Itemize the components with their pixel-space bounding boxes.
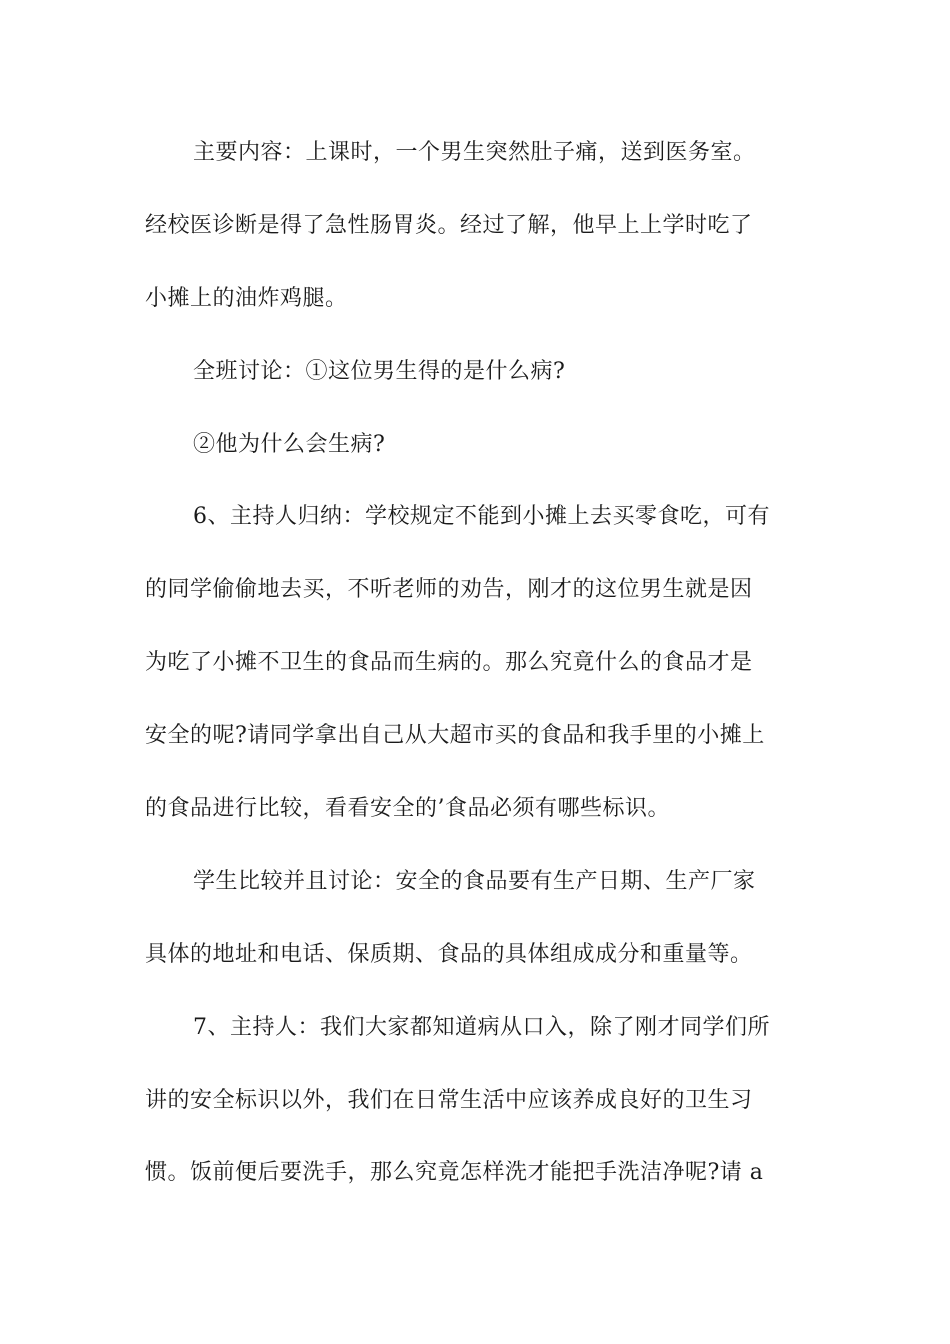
text-line: 主要内容：上课时，一个男生突然肚子痛，送到医务室。: [193, 140, 756, 165]
text-line: 讲的安全标识以外，我们在日常生活中应该养成良好的卫生习: [145, 1087, 753, 1113]
text-line: 的食品进行比较，看看安全的’食品必须有哪些标识。: [145, 796, 670, 822]
text-line: 7、主持人：我们大家都知道病从口入，除了刚才同学们所: [193, 1014, 770, 1040]
text-line: 小摊上的油炸鸡腿。: [145, 285, 348, 311]
text-line: 的同学偷偷地去买，不听老师的劝告，刚才的这位男生就是因: [145, 577, 753, 603]
text-line: 经校医诊断是得了急性肠胃炎。经过了解，他早上上学时吃了: [145, 212, 753, 238]
text-line: 惯。饭前便后要洗手，那么究竟怎样洗才能把手洗洁净呢?请 a: [145, 1160, 764, 1186]
text-line: 6、主持人归纳：学校规定不能到小摊上去买零食吃，可有: [193, 504, 770, 530]
text-line: 为吃了小摊不卫生的食品而生病的。那么究竟什么的食品才是: [145, 650, 753, 676]
text-line: ②他为什么会生病?: [193, 431, 386, 457]
text-line: 学生比较并且讨论：安全的食品要有生产日期、生产厂家: [193, 868, 756, 894]
text-line: 安全的呢?请同学拿出自己从大超市买的食品和我手里的小摊上: [145, 723, 765, 749]
text-line: 全班讨论：①这位男生得的是什么病?: [193, 358, 566, 384]
document-body: [145, 128, 813, 1221]
text-line: 具体的地址和电话、保质期、食品的具体组成成分和重量等。: [145, 941, 753, 967]
